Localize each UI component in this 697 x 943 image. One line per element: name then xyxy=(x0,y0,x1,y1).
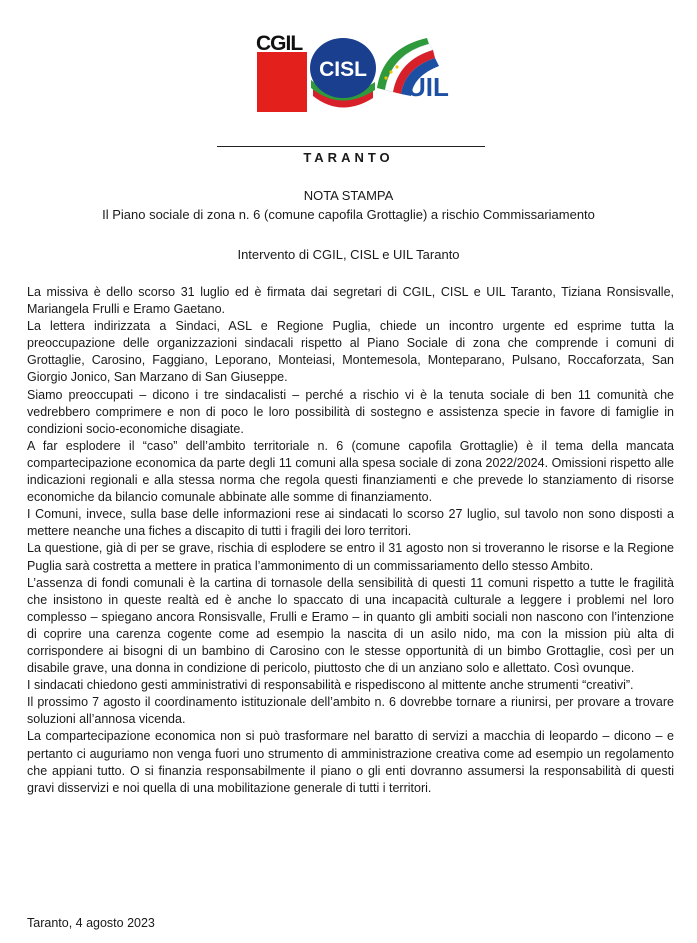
paragraph: La lettera indirizzata a Sindaci, ASL e Regione Puglia, chiede un incontro urgente ed esprime tutta la preoccupazione delle organizzazioni sindacali rispetto al Piano Sociale di zona che comprende i comuni di Grottaglie, Carosino, Faggiano, Leporano, Monteiasi, Montemesola, Monteparano, Pulsano, Roccaforzata, San Giorgio Jonico, San Marzano di San Giuseppe. xyxy=(27,319,674,385)
union-logos xyxy=(255,30,460,115)
paragraph: La questione, già di per se grave, rischia di esplodere se entro il 31 agosto non si troveranno le risorse e la Regione Puglia sarà costretta a mettere in pratica l’ammonimento di un commissariamento dello stesso Ambito. xyxy=(27,541,674,573)
paragraph: Il prossimo 7 agosto il coordinamento istituzionale dell’ambito n. 6 dovrebbe tornare a riunirsi, per provare a trovare soluzioni all’annosa vicenda. xyxy=(27,695,674,727)
paragraph: A far esplodere il “caso” dell’ambito territoriale n. 6 (comune capofila Grottaglie) è il tema della mancata compartecipazione economica da parte degli 11 comuni alla spesa sociale di zona 2022/2024. Omissioni rispetto alle indicazioni regionali e alla stessa norma che regola questi finanziamenti e che prevede lo stanziamento di risorse economiche da bilancio comunale abbinate alle somme di finanziamento. xyxy=(27,438,674,505)
paragraph: La compartecipazione economica non si può trasformare nel baratto di servizi a macchia di leopardo – dicono – e pertanto ci auguriamo non venga fuori uno strumento di amministrazione creativa come ad esempio un regolamento che appiani tutto. O si finanzia responsabilmente il piano o gli enti dovranno assumersi la responsabilità di questi gravi disservizi e noi quella di una mobilitazione generale di tutti i territori. xyxy=(27,729,674,795)
cisl-logo-text: CISL xyxy=(319,58,367,81)
cgil-logo xyxy=(256,32,307,112)
press-note-subheadline: Intervento di CGIL, CISL e UIL Taranto xyxy=(237,247,460,262)
paragraph: I Comuni, invece, sulla base delle informazioni rese ai sindacati lo scorso 27 luglio, sul tavolo non sono disposti a mettere neanche una fiches a discapito di tutti i fragili dei loro territori. xyxy=(27,507,674,539)
header-rule xyxy=(217,146,485,147)
paragraph: L’assenza di fondi comunali è la cartina di tornasole della sensibilità di questi 11 comuni rispetto a tutte le fragilità che insistono in queste realtà ed è anche lo spaccato di una incapacità culturale a leggere i problemi nel loro complesso – spiegano ancora Ronsisvalle, Frulli e Eramo – in quanto gli ambiti sociali non nascono con l’intenzione di coprire una carenza cogente come ad esempio la nascita di un asilo nido, ma con la mission più alta di corrispondere ai bisogni di un bambino di Carosino con le stesse opportunità di un bimbo Grottaglie, così per un disabile grave, una donna in condizione di pericolo, piuttosto che di un anziano solo e allettato. Così ovunque. xyxy=(27,575,674,676)
paragraph: La missiva è dello scorso 31 luglio ed è firmata dai segretari di CGIL, CISL e UIL Taranto, Tiziana Ronsisvalle, Mariangela Frulli e Eramo Gaetano. xyxy=(27,285,674,317)
press-note-body xyxy=(27,284,674,797)
uil-logo-text: UIL xyxy=(407,72,449,102)
paragraph: I sindacati chiedono gesti amministrativi di responsabilità e rispediscono al mittente anche strumenti “creativi”. xyxy=(27,678,634,693)
cgil-logo-text: CGIL xyxy=(256,32,303,55)
press-note-headline: Il Piano sociale di zona n. 6 (comune capofila Grottaglie) a rischio Commissariamento xyxy=(102,207,595,222)
uil-logo xyxy=(377,38,449,102)
paragraph: Siamo preoccupati – dicono i tre sindacalisti – perché a rischio vi è la tenuta sociale di ben 11 comunità che vedrebbero comprimere e non di poco le loro possibilità di sostegno e assistenza specie in favore di famiglie in condizioni socio-economiche disagiate. xyxy=(27,387,674,436)
press-note-label: NOTA STAMPA xyxy=(303,188,394,203)
city-heading: TARANTO xyxy=(303,150,394,165)
cisl-logo xyxy=(310,38,376,108)
place-date: Taranto, 4 agosto 2023 xyxy=(27,916,155,930)
